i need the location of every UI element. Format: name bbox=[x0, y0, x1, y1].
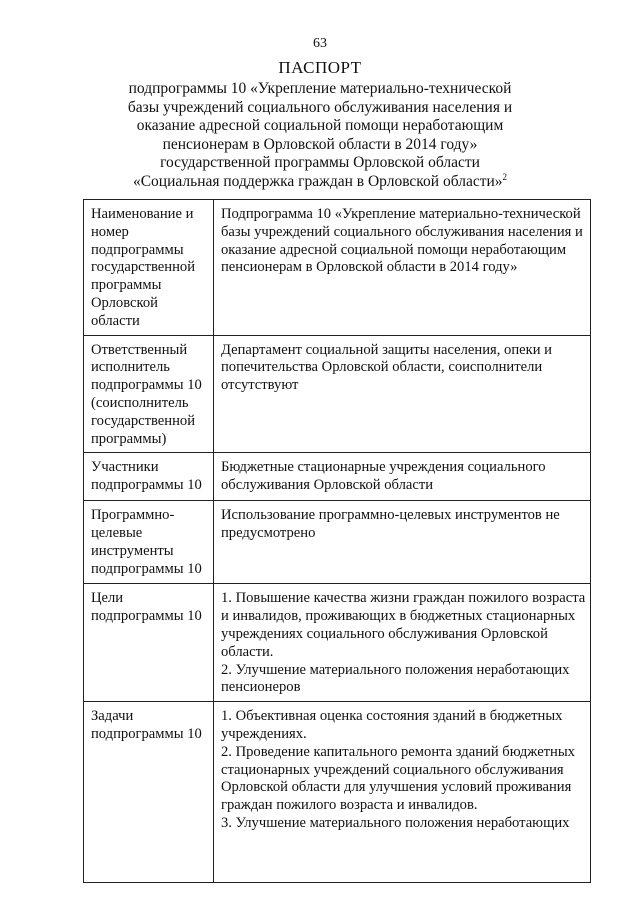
row-value-executor: Департамент социальной защиты населения, опеки и попечительства Орловской области, соисполнители отсутствуют bbox=[214, 335, 591, 453]
table-row bbox=[84, 584, 591, 702]
footnote-mark: 2 bbox=[502, 171, 508, 182]
table-row bbox=[84, 702, 591, 883]
row-value-goals: 1. Повышение качества жизни граждан пожилого возраста и инвалидов, проживающих в бюджетных стационарных учреждениях социального обслуживания Орловской области. 2. Улучшение материального положения неработающих пенсионеров bbox=[214, 584, 591, 702]
document-title: ПАСПОРТ bbox=[278, 58, 362, 77]
row-label-tasks: Задачи подпрограммы 10 bbox=[84, 702, 214, 883]
passport-table bbox=[83, 199, 591, 883]
document-subtitle bbox=[115, 80, 525, 192]
page-number: 63 bbox=[313, 36, 327, 51]
row-value-instruments: Использование программно-целевых инструментов не предусмотрено bbox=[214, 501, 591, 584]
row-label-executor: Ответственный исполнитель подпрограммы 10 (соисполнитель государственной программы) bbox=[84, 335, 214, 453]
table-row bbox=[84, 501, 591, 584]
subtitle-text: подпрограммы 10 «Укрепление материально-технической базы учреждений социального обслуживания населения и оказание адресной социальной помощи неработающим пенсионерам в Орловской области в 2014 году» государственной программы Орловской области «Социальная поддержка граждан в Орловской области» bbox=[127, 80, 513, 190]
table-row bbox=[84, 200, 591, 336]
row-label-instruments: Программно- целевые инструменты подпрограммы 10 bbox=[84, 501, 214, 584]
table-row bbox=[84, 335, 591, 453]
row-value-name: Подпрограмма 10 «Укрепление материально-технической базы учреждений социального обслуживания населения и оказание адресной социальной помощи неработающим пенсионерам в Орловской области в 2014 году» bbox=[214, 200, 591, 336]
table-row bbox=[84, 453, 591, 501]
row-value-tasks: 1. Объективная оценка состояния зданий в бюджетных учреждениях. 2. Проведение капитального ремонта зданий бюджетных стационарных учреждений социального обслуживания Орловской области для улучшения условий проживания граждан пожилого возраста и инвалидов. 3. Улучшение материального положения неработающих bbox=[214, 702, 591, 883]
row-label-participants: Участники подпрограммы 10 bbox=[84, 453, 214, 501]
row-label-goals: Цели подпрограммы 10 bbox=[84, 584, 214, 702]
row-label-name: Наименование и номер подпрограммы государственной программы Орловской области bbox=[84, 200, 214, 336]
row-value-participants: Бюджетные стационарные учреждения социального обслуживания Орловской области bbox=[214, 453, 591, 501]
